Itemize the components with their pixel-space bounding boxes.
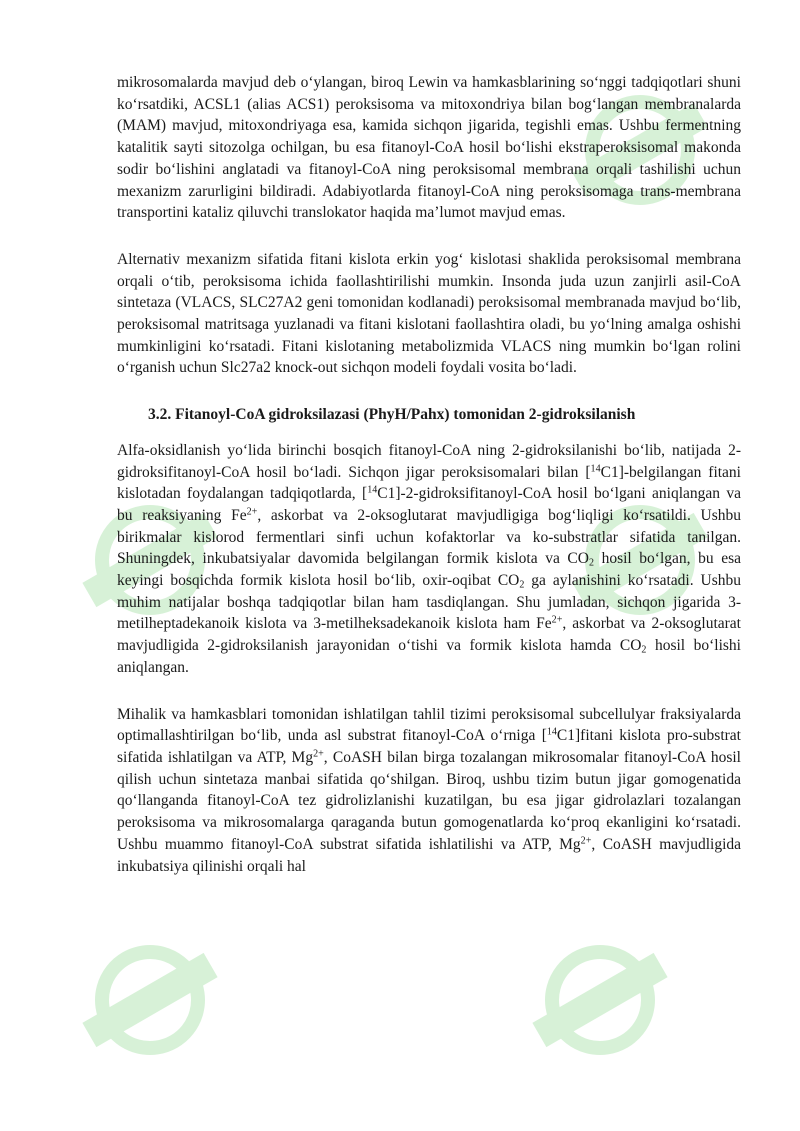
section-heading: 3.2. Fitanoyl-CoA gidroksilazasi (PhyH/Pahx) tomonidan 2-gidroksilanish [148, 406, 636, 424]
text-run: , askorbat va 2-oksoglutarat mavjudligida 2-gidroksilanish jarayonidan o‘tishi va formik kislota hamda CO [117, 615, 741, 655]
paragraph-3 [117, 440, 741, 679]
text-run: , askorbat va 2-oksoglutarat mavjudligiga bog‘liqligi ko‘rsatildi. Ushbu birikmalar kislorod fermentlari sinfi uchun kofaktorlar va ko-substratlar sifatida tanilgan. Shuningdek, inkubatsiyalar davomida belgilangan formik kislota va CO [117, 506, 742, 568]
paragraph-2-text: Alternativ mexanizm sifatida fitani kislota erkin yog‘ kislotasi shaklida peroksisomal membrana orqali o‘tib, peroksisoma ichida faollashtirilishi mumkin. Insonda juda uzun zanjirli asil-CoA sintetaza (VLACS, SLC27A2 geni tomonidan kodlanadi) peroksisomal membranada mavjud bo‘lib, peroksisomal matritsaga yuzlanadi va fitani kislotani faollashtira oladi, bu yo‘lning amalga oshishi mumkinligini ko‘rsatadi. Fitani kislotaning metabolizmida VLACS ning mumkin bo‘lgan rolini o‘rganish uchun Slc27a2 knock-out sichqon modeli foydali vosita bo‘ladi. [117, 250, 741, 377]
isotope-superscript: 14 [367, 484, 378, 496]
text-run: Alfa-oksidlanish yo‘lida birinchi bosqich fitanoyl-CoA ning 2-gidroksilanishi bo‘lib, natijada 2-gidroksifitanoyl-CoA hosil bo‘ladi. Sichqon jigar peroksisomalari bilan [ [117, 441, 741, 481]
isotope-superscript: 14 [590, 463, 601, 475]
text-run: hosil bo‘lgan, bu esa keyingi bosqichda formik kislota hosil bo‘lib, oxir-oqibat CO [117, 550, 741, 590]
text-run: C1]-2-gidroksifitanoyl-CoA hosil bo‘lgani aniqlangan va bu reaksiyaning Fe [117, 485, 742, 524]
subscript: 2 [519, 579, 525, 591]
document-page [117, 72, 741, 877]
text-run: C1]-belgilangan fitani kislotadan foydalangan tadqiqotlarda, [ [117, 463, 741, 503]
text-run: hosil bo‘lishi aniqlangan. [117, 637, 741, 676]
paragraph-1 [117, 72, 741, 224]
watermark-logo-icon [65, 923, 234, 1076]
paragraph-4 [117, 704, 741, 878]
charge-superscript: 2+ [551, 614, 563, 626]
charge-superscript: 2+ [313, 748, 324, 760]
subscript: 2 [641, 644, 647, 656]
charge-superscript: 2+ [580, 835, 592, 847]
isotope-superscript: 14 [546, 726, 557, 738]
paragraph-2 [117, 249, 741, 379]
text-run: Mihalik va hamkasblari tomonidan ishlatilgan tahlil tizimi peroksisomal subcellulyar fraksiyalarda optimallashtirilgan bo‘lib, unda asl substrat fitanoyl-CoA o‘rniga [ [117, 705, 741, 745]
text-run: , CoASH bilan birga tozalangan mikrosomalar fitanoyl-CoA hosil qilish uchun sintetaza manbai sifatida qo‘shilgan. Biroq, ushbu tizim butun jigar gomogenatida qo‘llanganda fitanoyl-CoA tez gidrolizlanishi kuzatilgan, bu esa jigar gidrolazlari tozalangan peroksisoma va mikrosomalarga qaraganda butun gomogenatlarda ko‘proq ekanligini ko‘rsatadi. Ushbu muammo fitanoyl-CoA substrat sifatida ishlatilishi va ATP, Mg [117, 748, 741, 853]
text-run: , CoASH mavjudligida inkubatsiya qilinishi orqali hal [117, 835, 741, 875]
watermark-logo-icon [515, 923, 684, 1076]
subscript: 2 [588, 557, 594, 569]
text-run: C1]fitani kislota pro-substrat sifatida ishlatilgan va ATP, Mg [117, 727, 741, 766]
paragraph-1-text: mikrosomalarda mavjud deb o‘ylangan, biroq Lewin va hamkasblarining so‘nggi tadqiqotlari shuni ko‘rsatdiki, ACSL1 (alias ACS1) peroksisoma va mitoxondriya bilan bog‘langan membranalarda (MAM) mavjud, mitoxondriyaga esa, kamida sichqon jigarida, tegishli emas. Ushbu fermentning katalitik sayti sitozolga ochilgan, bu esa fitanoyl-CoA hosil bo‘lishi ekstraperoksisomal makonda sodir bo‘lishini anglatadi va fitanoyl-CoA ning peroksisomal membrana orqali tashilishi uchun mexanizm zarurligini bildiradi. Adabiyotlarda fitanoyl-CoA ning peroksisomaga trans-membrana transportini kataliz qiluvchi translokator haqida ma’lumot mavjud emas. [117, 74, 741, 222]
charge-superscript: 2+ [246, 506, 258, 518]
text-run: ga aylanishini ko‘rsatadi. Ushbu muhim natijalar boshqa tadqiqotlar bilan ham tasdiqlangan. Shu jumladan, sichqon jigarida 3-metilheptadekanoik kislota va 3-metilheksadekanoik kislota ham Fe [117, 572, 741, 633]
